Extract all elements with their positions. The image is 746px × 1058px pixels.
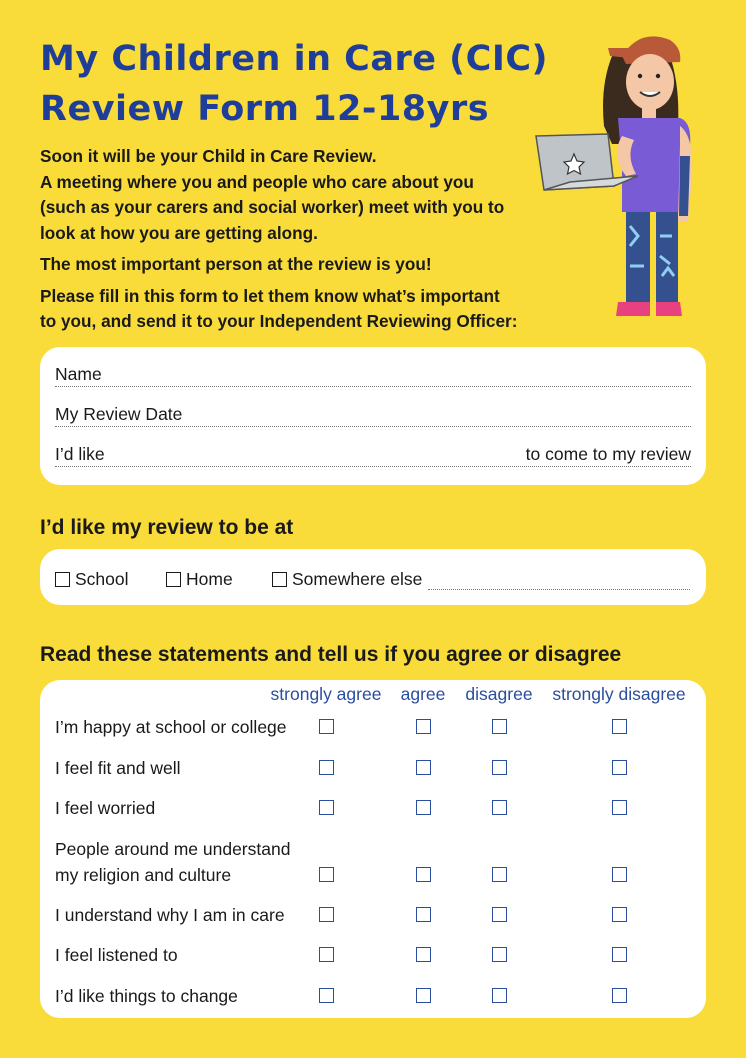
- statement-line: I understand why I am in care: [55, 905, 285, 925]
- column-strongly-agree: strongly agree: [270, 684, 382, 704]
- statement-text: [55, 902, 285, 928]
- review-date-label: My Review Date: [55, 404, 183, 424]
- title-line-1: My Children in Care (CIC): [40, 39, 549, 79]
- page-title: [40, 34, 548, 134]
- column-strongly-disagree: strongly disagree: [552, 684, 686, 704]
- statement-line: I feel fit and well: [55, 758, 181, 778]
- statement-line: People around me understand: [55, 839, 291, 859]
- option-label: School: [75, 569, 129, 589]
- rating-checkbox-disagree[interactable]: [492, 907, 507, 922]
- intro-line: Soon it will be your Child in Care Review.: [40, 146, 377, 166]
- rating-checkbox-agree[interactable]: [416, 760, 431, 775]
- statement-line: I feel worried: [55, 798, 156, 818]
- statement-text: [55, 836, 290, 888]
- name-field[interactable]: [55, 361, 691, 387]
- details-card: [40, 347, 706, 485]
- option-label: Home: [186, 569, 233, 589]
- rating-checkbox-agree[interactable]: [416, 867, 431, 882]
- statement-text: [55, 983, 238, 1009]
- checkbox-somewhere-else[interactable]: [272, 572, 287, 587]
- attendee-field[interactable]: [55, 441, 691, 467]
- rating-checkbox-strongly-agree[interactable]: [319, 719, 334, 734]
- rating-checkbox-strongly-disagree[interactable]: [612, 907, 627, 922]
- location-card: [40, 549, 706, 605]
- rating-checkbox-strongly-agree[interactable]: [319, 867, 334, 882]
- statement-line: I feel listened to: [55, 945, 178, 965]
- checkbox-home[interactable]: [166, 572, 181, 587]
- option-label: Somewhere else: [292, 569, 423, 589]
- name-label: Name: [55, 364, 102, 384]
- rating-checkbox-agree[interactable]: [416, 988, 431, 1003]
- option-home[interactable]: [166, 569, 233, 590]
- column-disagree: disagree: [465, 684, 533, 704]
- somewhere-else-line[interactable]: [428, 589, 690, 590]
- checkbox-school[interactable]: [55, 572, 70, 587]
- rating-checkbox-strongly-agree[interactable]: [319, 907, 334, 922]
- statement-line: I’d like things to change: [55, 986, 238, 1006]
- statement-line: I’m happy at school or college: [55, 717, 287, 737]
- intro-line: Please fill in this form to let them know what’s important: [40, 285, 500, 306]
- option-school[interactable]: [55, 569, 129, 590]
- statement-text: [55, 795, 155, 821]
- attendee-suffix: to come to my review: [525, 444, 691, 464]
- intro-text: [40, 144, 540, 335]
- rating-checkbox-strongly-disagree[interactable]: [612, 719, 627, 734]
- rating-checkbox-strongly-agree[interactable]: [319, 760, 334, 775]
- intro-line: to you, and send it to your Independent Reviewing Officer:: [40, 311, 518, 331]
- rating-checkbox-agree[interactable]: [416, 947, 431, 962]
- rating-checkbox-strongly-agree[interactable]: [319, 800, 334, 815]
- column-agree: agree: [400, 684, 446, 704]
- teen-with-laptop-illustration: [530, 26, 700, 322]
- rating-checkbox-disagree[interactable]: [492, 947, 507, 962]
- intro-line: (such as your carers and social worker) meet with you to: [40, 197, 505, 217]
- rating-checkbox-strongly-disagree[interactable]: [612, 947, 627, 962]
- statements-card: [40, 680, 706, 1018]
- rating-checkbox-disagree[interactable]: [492, 800, 507, 815]
- rating-checkbox-strongly-agree[interactable]: [319, 988, 334, 1003]
- rating-checkbox-disagree[interactable]: [492, 988, 507, 1003]
- rating-checkbox-disagree[interactable]: [492, 867, 507, 882]
- rating-checkbox-strongly-disagree[interactable]: [612, 760, 627, 775]
- statements-heading: Read these statements and tell us if you agree or disagree: [40, 643, 622, 666]
- location-heading: I’d like my review to be at: [40, 516, 294, 539]
- rating-checkbox-agree[interactable]: [416, 719, 431, 734]
- intro-line: A meeting where you and people who care about you: [40, 171, 474, 192]
- rating-checkbox-agree[interactable]: [416, 800, 431, 815]
- intro-line: The most important person at the review is you!: [40, 254, 432, 274]
- title-line-2: Review Form 12-18yrs: [40, 89, 490, 129]
- attendee-label: I’d like: [55, 444, 105, 464]
- rating-checkbox-agree[interactable]: [416, 907, 431, 922]
- intro-line: look at how you are getting along.: [40, 222, 318, 243]
- statement-text: [55, 942, 178, 968]
- rating-checkbox-strongly-agree[interactable]: [319, 947, 334, 962]
- rating-checkbox-disagree[interactable]: [492, 760, 507, 775]
- rating-checkbox-strongly-disagree[interactable]: [612, 988, 627, 1003]
- review-date-field[interactable]: [55, 401, 691, 427]
- statement-text: [55, 755, 180, 781]
- statement-text: [55, 714, 287, 740]
- rating-checkbox-strongly-disagree[interactable]: [612, 800, 627, 815]
- option-somewhere-else[interactable]: [272, 569, 422, 590]
- statement-line: my religion and culture: [55, 865, 232, 885]
- rating-checkbox-strongly-disagree[interactable]: [612, 867, 627, 882]
- rating-checkbox-disagree[interactable]: [492, 719, 507, 734]
